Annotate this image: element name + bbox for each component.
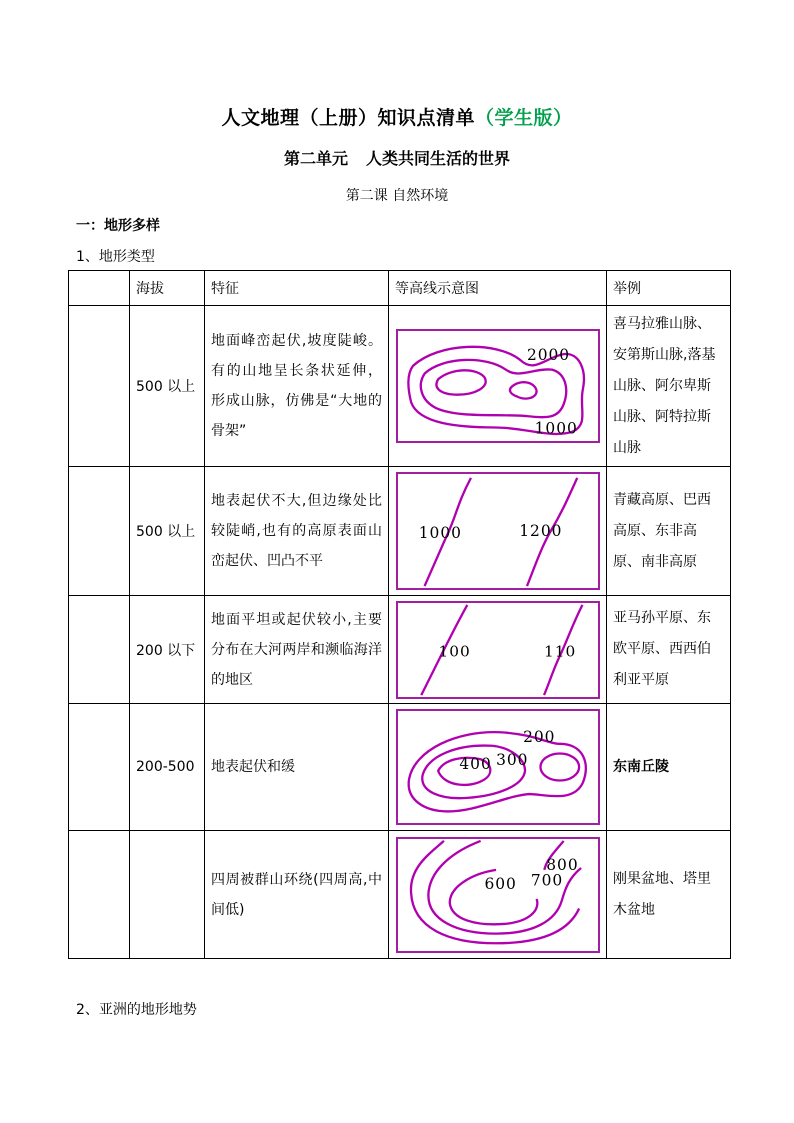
terrain-name-cell (69, 596, 130, 704)
terrain-name-cell (69, 467, 130, 596)
contour-label: 300 (495, 751, 528, 770)
terrain-types-table (68, 270, 731, 959)
contour-diagram-cell (389, 596, 607, 704)
mountain-contour-diagram (396, 329, 600, 443)
title-main: 人文地理（上册）知识点清单 (221, 107, 475, 129)
elevation-cell: 500 以上 (130, 467, 205, 596)
table-row (69, 467, 731, 596)
example-cell: 东南丘陵 (607, 704, 731, 831)
feature-cell: 地面平坦或起伏较小,主要分布在大河两岸和濒临海洋的地区 (205, 596, 389, 704)
hill-contour-diagram (396, 709, 600, 825)
feature-cell: 地面峰峦起伏,坡度陡峻。有的山地呈长条状延伸， 形成山脉，仿佛是“大地的骨架” (205, 306, 389, 467)
table-header-cell: 特征 (205, 271, 389, 306)
example-cell: 青藏高原、巴西高原、东非高原、南非高原 (607, 467, 731, 596)
terrain-name-cell (69, 831, 130, 959)
subsection-heading: 2、亚洲的地形地势 (76, 1002, 197, 1018)
basin-contour-diagram (396, 837, 600, 953)
unit-number: 第二单元 (283, 149, 348, 168)
table-header-cell: 举例 (607, 271, 731, 306)
contour-diagram-cell (389, 704, 607, 831)
table-row (69, 704, 731, 831)
contour-label: 600 (483, 874, 517, 893)
example-cell: 亚马孙平原、东欧平原、西西伯利亚平原 (607, 596, 731, 704)
table-header-row (69, 271, 731, 306)
contour-label: 1000 (534, 419, 578, 438)
example-cell: 刚果盆地、塔里木盆地 (607, 831, 731, 959)
feature-cell: 地表起伏不大,但边缘处比较陡峭,也有的高原表面山峦起伏、凹凸不平 (205, 467, 389, 596)
contour-diagram-cell (389, 306, 607, 467)
document-title (0, 103, 794, 130)
feature-cell: 地表起伏和缓 (205, 704, 389, 831)
elevation-cell: 200 以下 (130, 596, 205, 704)
elevation-cell: 200-500 (130, 704, 205, 831)
contour-label: 100 (438, 642, 471, 661)
contour-label: 700 (530, 870, 563, 889)
elevation-cell (130, 831, 205, 959)
table-row (69, 596, 731, 704)
unit-heading (0, 146, 794, 169)
unit-name: 人类共同生活的世界 (366, 149, 511, 168)
plateau-contour-diagram (396, 472, 600, 590)
table-header-cell: 等高线示意图 (389, 271, 607, 306)
contour-label: 110 (543, 642, 576, 661)
subsection-heading: 1、地形类型 (76, 249, 155, 265)
table-header-cell (69, 271, 130, 306)
section-heading: 一：地形多样 (76, 218, 160, 234)
contour-label: 800 (545, 855, 579, 874)
elevation-cell: 500 以上 (130, 306, 205, 467)
contour-label: 200 (522, 727, 555, 746)
contour-label: 400 (458, 754, 492, 773)
feature-cell: 四周被群山环绕(四周高,中间低) (205, 831, 389, 959)
terrain-name-cell (69, 306, 130, 467)
contour-label: 1000 (418, 523, 462, 542)
contour-label: 2000 (526, 345, 570, 364)
example-cell: 喜马拉雅山脉、安第斯山脉,落基山脉、阿尔卑斯山脉、阿特拉斯山脉 (607, 306, 731, 467)
plain-contour-diagram (396, 601, 600, 699)
contour-label: 1200 (518, 521, 562, 540)
terrain-name-cell (69, 704, 130, 831)
contour-diagram-cell (389, 467, 607, 596)
table-row (69, 831, 731, 959)
title-edition-tag: （学生版） (475, 107, 573, 129)
table-header-cell: 海拔 (130, 271, 205, 306)
contour-diagram-cell (389, 831, 607, 959)
lesson-heading: 第二课 自然环境 (345, 188, 449, 204)
table-row (69, 306, 731, 467)
